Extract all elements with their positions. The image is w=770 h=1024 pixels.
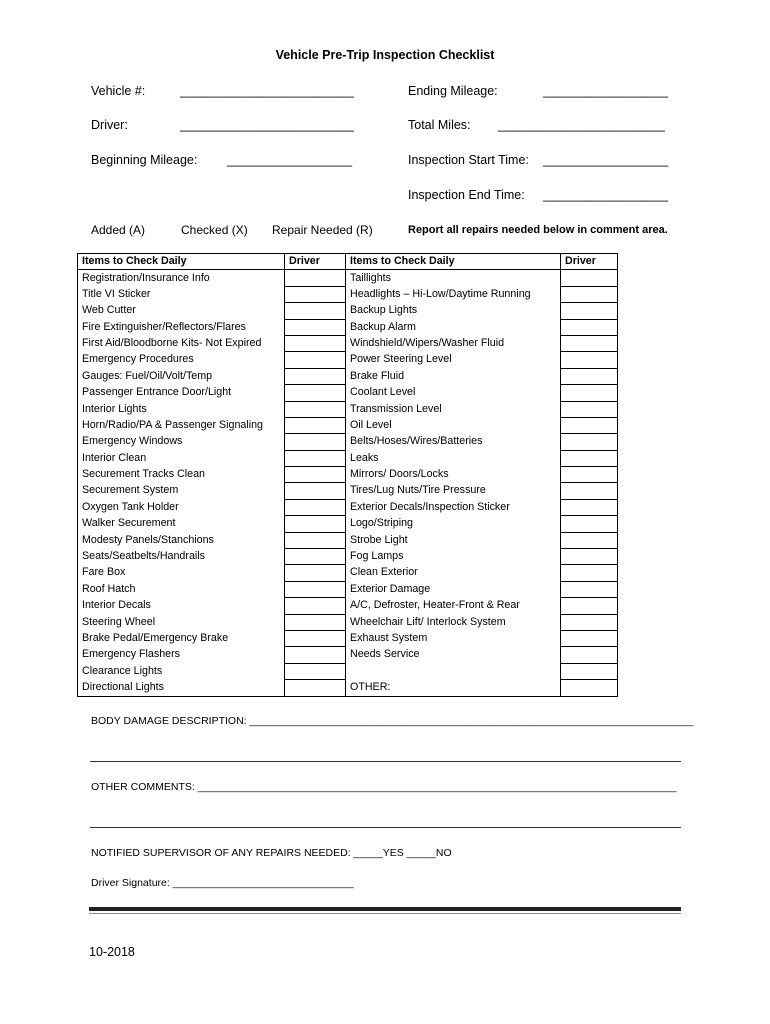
table-row <box>78 417 618 433</box>
driver-check-right[interactable] <box>561 303 618 319</box>
table-row <box>78 516 618 532</box>
driver-label: Driver: <box>91 118 128 132</box>
table-row <box>78 303 618 319</box>
driver-check-left[interactable] <box>285 647 346 663</box>
driver-check-left[interactable] <box>285 319 346 335</box>
driver-check-right[interactable] <box>561 532 618 548</box>
item-left: Brake Pedal/Emergency Brake <box>78 631 285 647</box>
item-left: Web Cutter <box>78 303 285 319</box>
table-row <box>78 319 618 335</box>
table-row <box>78 647 618 663</box>
driver-check-right[interactable] <box>561 499 618 515</box>
item-right: Transmission Level <box>346 401 561 417</box>
item-left: Emergency Windows <box>78 434 285 450</box>
driver-check-left[interactable] <box>285 303 346 319</box>
driver-check-right[interactable] <box>561 663 618 679</box>
item-right: Tires/Lug Nuts/Tire Pressure <box>346 483 561 499</box>
item-right: Coolant Level <box>346 385 561 401</box>
legend-checked: Checked (X) <box>181 223 248 237</box>
item-left: Title VI Sticker <box>78 286 285 302</box>
item-right: Backup Lights <box>346 303 561 319</box>
other-comments-line[interactable] <box>90 827 681 828</box>
item-right: Logo/Striping <box>346 516 561 532</box>
driver-check-right[interactable] <box>561 549 618 565</box>
driver-check-left[interactable] <box>285 680 346 696</box>
driver-check-left[interactable] <box>285 385 346 401</box>
driver-check-left[interactable] <box>285 450 346 466</box>
driver-check-right[interactable] <box>561 401 618 417</box>
item-right: Brake Fluid <box>346 368 561 384</box>
item-right: Power Steering Level <box>346 352 561 368</box>
driver-check-left[interactable] <box>285 417 346 433</box>
driver-check-left[interactable] <box>285 352 346 368</box>
driver-check-right[interactable] <box>561 417 618 433</box>
driver-check-right[interactable] <box>561 335 618 351</box>
driver-field[interactable]: _________________________ <box>180 118 354 132</box>
driver-check-left[interactable] <box>285 483 346 499</box>
driver-check-left[interactable] <box>285 286 346 302</box>
item-right: Backup Alarm <box>346 319 561 335</box>
driver-check-left[interactable] <box>285 532 346 548</box>
inspection-end-label: Inspection End Time: <box>408 188 525 202</box>
table-row <box>78 663 618 679</box>
header-items-left: Items to Check Daily <box>78 254 285 270</box>
driver-check-right[interactable] <box>561 368 618 384</box>
repair-note: Report all repairs needed below in comment area. <box>408 224 668 236</box>
table-row <box>78 385 618 401</box>
driver-check-right[interactable] <box>561 434 618 450</box>
item-right: Wheelchair Lift/ Interlock System <box>346 614 561 630</box>
item-right: Exterior Decals/Inspection Sticker <box>346 499 561 515</box>
driver-check-left[interactable] <box>285 516 346 532</box>
item-right: Belts/Hoses/Wires/Batteries <box>346 434 561 450</box>
driver-check-right[interactable] <box>561 598 618 614</box>
table-header-row <box>78 254 618 270</box>
driver-check-left[interactable] <box>285 631 346 647</box>
driver-check-left[interactable] <box>285 368 346 384</box>
driver-check-left[interactable] <box>285 663 346 679</box>
item-left: Gauges: Fuel/Oil/Volt/Temp <box>78 368 285 384</box>
item-left: Modesty Panels/Stanchions <box>78 532 285 548</box>
driver-check-left[interactable] <box>285 401 346 417</box>
header-driver-right: Driver <box>561 254 618 270</box>
table-row <box>78 483 618 499</box>
table-row <box>78 352 618 368</box>
item-right: OTHER: <box>346 680 561 696</box>
table-row <box>78 532 618 548</box>
item-right: Strobe Light <box>346 532 561 548</box>
footer-divider-thin <box>89 913 681 914</box>
item-right: Fog Lamps <box>346 549 561 565</box>
table-row <box>78 401 618 417</box>
driver-check-left[interactable] <box>285 467 346 483</box>
item-right: Exhaust System <box>346 631 561 647</box>
item-left: Emergency Flashers <box>78 647 285 663</box>
item-right: Clean Exterior <box>346 565 561 581</box>
driver-check-left[interactable] <box>285 270 346 286</box>
table-row <box>78 467 618 483</box>
driver-check-right[interactable] <box>561 631 618 647</box>
beginning-mileage-label: Beginning Mileage: <box>91 153 198 167</box>
driver-check-right[interactable] <box>561 286 618 302</box>
driver-check-left[interactable] <box>285 499 346 515</box>
driver-check-left[interactable] <box>285 549 346 565</box>
item-left: Fire Extinguisher/Reflectors/Flares <box>78 319 285 335</box>
header-items-right: Items to Check Daily <box>346 254 561 270</box>
item-right: Headlights – Hi-Low/Daytime Running <box>346 286 561 302</box>
driver-check-left[interactable] <box>285 581 346 597</box>
item-right: Needs Service <box>346 647 561 663</box>
item-left: Roof Hatch <box>78 581 285 597</box>
table-row <box>78 335 618 351</box>
vehicle-label: Vehicle #: <box>91 84 146 98</box>
driver-check-right[interactable] <box>561 614 618 630</box>
legend-added: Added (A) <box>91 223 146 237</box>
table-row <box>78 680 618 696</box>
driver-check-left[interactable] <box>285 335 346 351</box>
item-left: Horn/Radio/PA & Passenger Signaling <box>78 417 285 433</box>
total-miles-label: Total Miles: <box>408 118 471 132</box>
driver-check-right[interactable] <box>561 467 618 483</box>
item-left: Securement System <box>78 483 285 499</box>
item-right: Taillights <box>346 270 561 286</box>
driver-check-right[interactable] <box>561 270 618 286</box>
table-row <box>78 499 618 515</box>
checklist-body <box>78 270 618 696</box>
item-left: Emergency Procedures <box>78 352 285 368</box>
item-left: Clearance Lights <box>78 663 285 679</box>
driver-check-right[interactable] <box>561 450 618 466</box>
revision-date: 10-2018 <box>89 945 135 959</box>
table-row <box>78 598 618 614</box>
table-row <box>78 270 618 286</box>
item-left: First Aid/Bloodborne Kits- Not Expired <box>78 335 285 351</box>
item-left: Securement Tracks Clean <box>78 467 285 483</box>
item-left: Oxygen Tank Holder <box>78 499 285 515</box>
item-left: Steering Wheel <box>78 614 285 630</box>
table-row <box>78 368 618 384</box>
body-damage-field[interactable]: BODY DAMAGE DESCRIPTION: ____________________________________________________________________________ <box>91 715 694 727</box>
ending-mileage-label: Ending Mileage: <box>408 84 498 98</box>
table-row <box>78 286 618 302</box>
table-row <box>78 434 618 450</box>
item-right: A/C, Defroster, Heater-Front & Rear <box>346 598 561 614</box>
beginning-mileage-field[interactable]: __________________ <box>227 153 353 167</box>
ending-mileage-field[interactable]: __________________ <box>543 84 669 98</box>
vehicle-field[interactable]: _________________________ <box>180 84 354 98</box>
item-left: Seats/Seatbelts/Handrails <box>78 549 285 565</box>
driver-check-right[interactable] <box>561 680 618 696</box>
item-left: Walker Securement <box>78 516 285 532</box>
item-right: Windshield/Wipers/Washer Fluid <box>346 335 561 351</box>
driver-check-left[interactable] <box>285 565 346 581</box>
table-row <box>78 581 618 597</box>
item-right <box>346 663 561 679</box>
total-miles-field[interactable]: ________________________ <box>498 118 665 132</box>
item-left: Directional Lights <box>78 680 285 696</box>
notified-supervisor-field[interactable]: NOTIFIED SUPERVISOR OF ANY REPAIRS NEEDED: _____YES _____NO <box>91 847 452 859</box>
inspection-end-field[interactable]: __________________ <box>543 188 669 202</box>
item-right: Exterior Damage <box>346 581 561 597</box>
table-row <box>78 549 618 565</box>
table-row <box>78 631 618 647</box>
checklist-table <box>77 253 618 697</box>
item-left: Fare Box <box>78 565 285 581</box>
item-right: Leaks <box>346 450 561 466</box>
item-left: Interior Clean <box>78 450 285 466</box>
driver-check-right[interactable] <box>561 516 618 532</box>
body-damage-line[interactable] <box>90 761 681 762</box>
driver-signature-field[interactable]: Driver Signature: _______________________________ <box>91 877 354 889</box>
item-left: Interior Lights <box>78 401 285 417</box>
table-row <box>78 450 618 466</box>
inspection-start-label: Inspection Start Time: <box>408 153 529 167</box>
item-left: Interior Decals <box>78 598 285 614</box>
footer-divider <box>89 907 681 911</box>
driver-check-left[interactable] <box>285 434 346 450</box>
other-comments-field[interactable]: OTHER COMMENTS: __________________________________________________________________________________ <box>91 781 677 793</box>
item-right: Oil Level <box>346 417 561 433</box>
driver-check-right[interactable] <box>561 319 618 335</box>
item-right: Mirrors/ Doors/Locks <box>346 467 561 483</box>
table-row <box>78 565 618 581</box>
driver-check-left[interactable] <box>285 614 346 630</box>
item-left: Passenger Entrance Door/Light <box>78 385 285 401</box>
legend-repair: Repair Needed (R) <box>272 223 373 237</box>
table-row <box>78 614 618 630</box>
driver-check-right[interactable] <box>561 565 618 581</box>
driver-check-right[interactable] <box>561 385 618 401</box>
driver-check-right[interactable] <box>561 352 618 368</box>
driver-check-right[interactable] <box>561 483 618 499</box>
page-title: Vehicle Pre-Trip Inspection Checklist <box>275 48 495 62</box>
driver-check-right[interactable] <box>561 647 618 663</box>
item-left: Registration/Insurance Info <box>78 270 285 286</box>
driver-check-left[interactable] <box>285 598 346 614</box>
inspection-start-field[interactable]: __________________ <box>543 153 669 167</box>
driver-check-right[interactable] <box>561 581 618 597</box>
header-driver-left: Driver <box>285 254 346 270</box>
